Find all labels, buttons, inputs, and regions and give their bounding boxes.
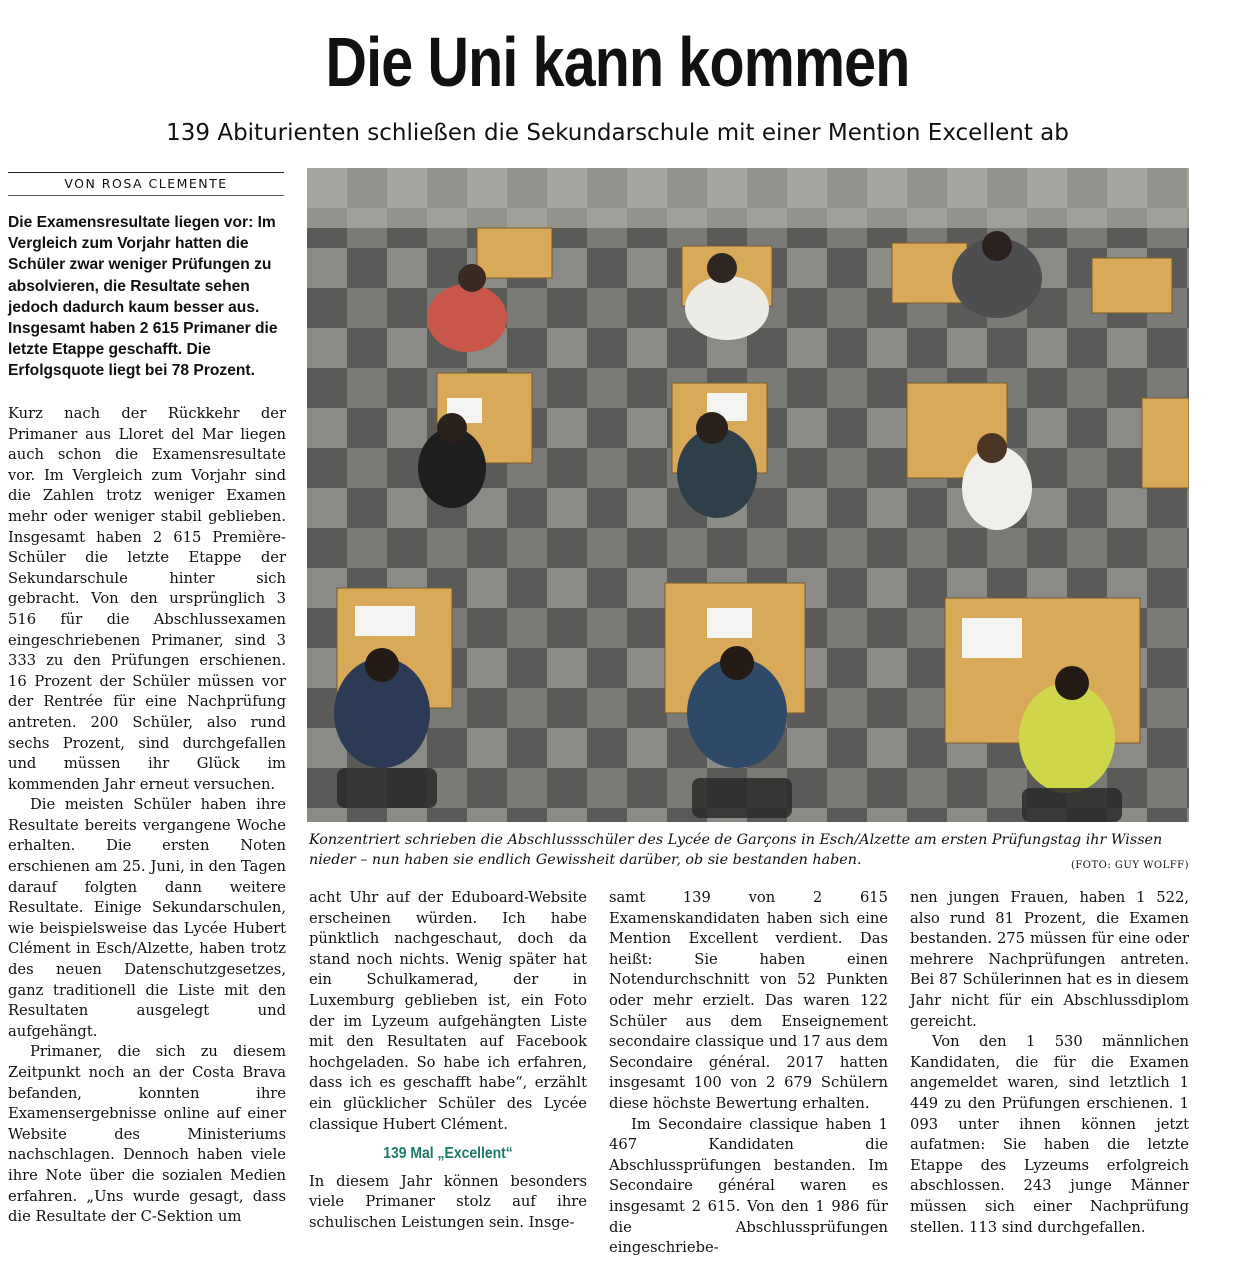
photo-credit: (FOTO: GUY WOLFF) bbox=[1070, 860, 1189, 871]
paragraph: Im Secondaire classique haben 1 467 Kandidaten die Abschlussprüfungen bestanden. Im Secondaire général waren es insgesamt 2 615. Von den 1 986 für die Abschlussprüfungen eingeschriebe- bbox=[609, 1115, 888, 1257]
paragraph: In diesem Jahr können besonders viele Primaner stolz auf ihre schulischen Leistungen sein. Insge- bbox=[309, 1172, 587, 1231]
byline-rule-top bbox=[8, 172, 284, 173]
paragraph: Die meisten Schüler haben ihre Resultate bereits vergangene Woche erhalten. Die ersten Noten erschienen am 25. Juni, in den Tagen darauf folgten dann weitere Resultate. Einige Sekundarschulen, wie beispielsweise das Lycée Hubert Clément in Esch/Alzette, haben trotz des neuen Datenschutzgesetzes, ganz traditionell die Liste mit den Resultaten ausgelegt und aufgehängt. bbox=[8, 796, 286, 1040]
byline-rule-bottom bbox=[8, 195, 284, 196]
paragraph: Von den 1 530 männlichen Kandidaten, die für die Examen angemeldet waren, sind letztlich 1 449 zu den Prüfungen erschienen. 1 093 unter ihnen können jetzt aufatmen: Sie haben die letzte Etappe des Lyzeums erfolgreich abschlossen. 243 junge Männer müssen sich einer Nachprüfung stellen. 113 sind durchgefallen. bbox=[910, 1033, 1189, 1236]
paragraph: samt 139 von 2 615 Examenskandidaten haben sich eine Mention Excellent verdient. Das heißt: Sie haben einen Notendurchschnitt von 52 Punkten oder mehr erzielt. Das waren 122 Schüler aus dem Enseignement secondaire classique und 17 aus dem Secondaire général. 2017 hatten insgesamt 100 von 2 679 Schülern diese höchste Bewertung erhalten. bbox=[609, 889, 888, 1112]
subline: 139 Abiturienten schließen die Sekundarschule mit einer Mention Excellent ab bbox=[166, 120, 1069, 146]
caption-text: Konzentriert schrieben die Abschlussschüler des Lycée de Garçons in Esch/Alzette am ersten Prüfungstag ihr Wissen nieder – nun haben sie endlich Gewissheit darüber, ob sie bestanden haben. bbox=[309, 832, 1163, 868]
byline: VON ROSA CLEMENTE bbox=[64, 176, 228, 191]
column-3 bbox=[609, 888, 888, 1259]
paragraph: Kurz nach der Rückkehr der Primaner aus Lloret del Mar liegen auch schon die Examensresultate vor. Im Vergleich zum Vorjahr sind die Zahlen trotz weniger Examen mehr oder weniger stabil geblieben. Insgesamt haben 2 615 Première-Schüler die letzte Etappe der Sekundarschule hinter sich gebracht. Von den ursprünglich 3 516 für die Abschlussexamen eingeschriebenen Primaner, sind 3 333 zu den Prüfungen erschienen. 16 Prozent der Schüler müssen vor der Rentrée für eine Nachprüfung antreten. 200 Schüler, also rund sechs Prozent, sind durchgefallen und müssen ihr Glück im kommenden Jahr erneut versuchen. bbox=[8, 405, 286, 793]
exam-hall-photo bbox=[307, 168, 1189, 822]
column-4 bbox=[910, 888, 1189, 1238]
paragraph: Primaner, die sich zu diesem Zeitpunkt noch an der Costa Brava befanden, konnten ihre Examensergebnisse online auf einer Website des Ministeriums nachschlagen. Dennoch haben viele ihre Note über die sozialen Medien erfahren. „Uns wurde gesagt, dass die Resultate der C-Sektion um bbox=[8, 1043, 286, 1226]
column-1 bbox=[8, 404, 286, 1228]
headline: Die Uni kann kommen bbox=[325, 23, 910, 101]
lead-paragraph: Die Examensresultate liegen vor: Im Vergleich zum Vorjahr hatten die Schüler zwar weniger Prüfungen zu absolvieren, die Resultate sehen jedoch dadurch kaum besser aus. Insgesamt haben 2 615 Primaner die letzte Etappe geschafft. Die Erfolgsquote liegt bei 78 Prozent. bbox=[8, 214, 278, 380]
photo-caption bbox=[309, 830, 1189, 876]
paragraph: acht Uhr auf der Eduboard-Website erscheinen würden. Ich habe pünktlich nachgeschaut, doch da stand noch nichts. Wenig später hat ein Schulkamerad, der in Luxemburg geblieben ist, ein Foto der im Lyzeum aufgehängten Liste mit den Resultaten auf Facebook hochgeladen. So habe ich erfahren, dass ich es geschafft habe“, erzählt ein glücklicher Schüler des Lycée classique Hubert Clément. bbox=[309, 889, 587, 1133]
section-subheading: 139 Mal „Excellent“ bbox=[383, 1145, 513, 1163]
paragraph: nen jungen Frauen, haben 1 522, also rund 81 Prozent, die Examen bestanden. 275 müssen für eine oder mehrere Nachprüfungen antreten. Bei 87 Schülerinnen hat es in diesem Jahr nicht für ein Abschlussdiplom gereicht. bbox=[910, 889, 1189, 1030]
photo-illustration bbox=[307, 168, 1189, 822]
column-2 bbox=[309, 888, 587, 1234]
